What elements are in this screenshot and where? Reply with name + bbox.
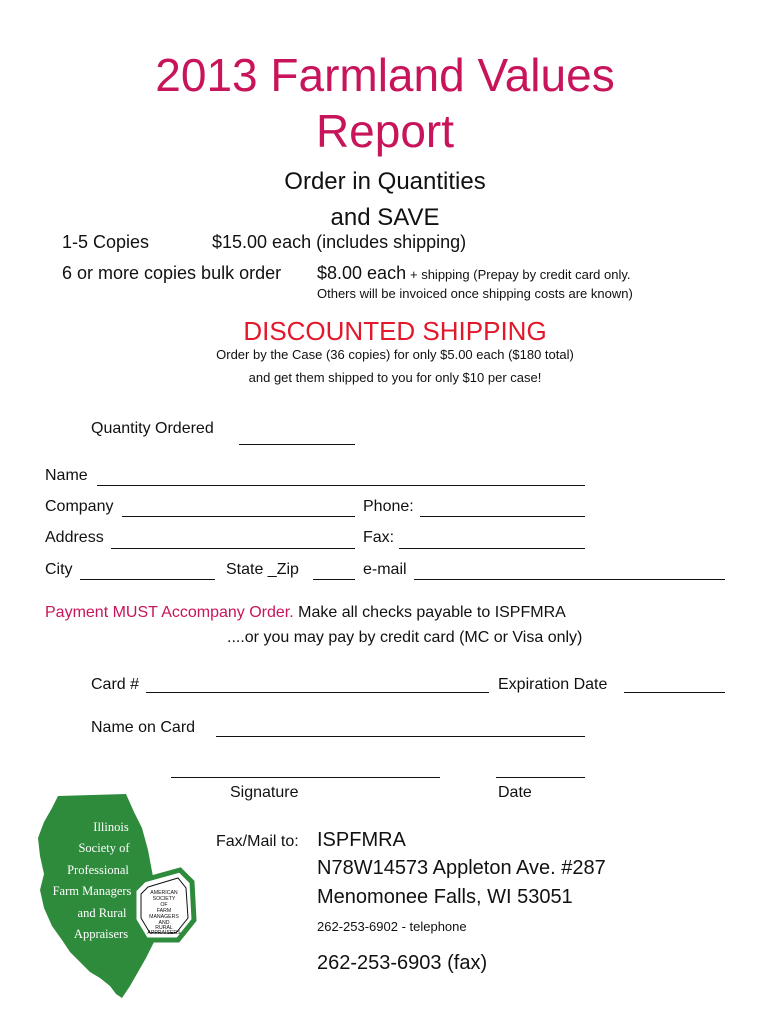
contact-street: N78W14573 Appleton Ave. #287	[317, 857, 606, 879]
logo-line-3: Professional	[67, 863, 129, 877]
contact-telephone: 262-253-6902 - telephone	[317, 919, 467, 934]
tier2-price: $8.00 each	[317, 263, 407, 283]
payment-line	[45, 605, 566, 621]
card-number-field[interactable]	[146, 692, 489, 693]
contact-city: Menomonee Falls, WI 53051	[317, 886, 573, 908]
card-label: Card #	[91, 676, 140, 693]
svg-text:AMERICAN: AMERICAN	[150, 890, 178, 896]
company-label: Company	[45, 498, 114, 515]
fax-field[interactable]	[399, 548, 585, 549]
tier1-label: 1-5 Copies	[62, 232, 150, 252]
contact-org: ISPFMRA	[317, 829, 406, 851]
svg-text:SOCIETY: SOCIETY	[152, 896, 176, 902]
payment-checks-text: Make all checks payable to ISPFMRA	[298, 604, 566, 621]
logo-line-4: Farm Managers	[52, 884, 132, 898]
payment-credit-text: ....or you may pay by credit card (MC or Visa only)	[227, 629, 583, 646]
ispfmra-logo	[30, 790, 210, 1005]
contact-fax: 262-253-6903 (fax)	[317, 952, 488, 974]
subtitle-line1: Order in Quantities	[284, 168, 486, 195]
tier2-note2: Others will be invoiced once shipping costs are known)	[317, 286, 633, 301]
svg-text:RURAL: RURAL	[155, 925, 173, 931]
state-zip-label: State _Zip	[226, 561, 299, 578]
svg-text:AND: AND	[158, 920, 170, 926]
name-on-card-label: Name on Card	[91, 719, 196, 736]
fax-label: Fax:	[363, 529, 395, 546]
company-field[interactable]	[122, 516, 355, 517]
expiration-field[interactable]	[624, 692, 725, 693]
email-field[interactable]	[414, 579, 725, 580]
name-on-card-field[interactable]	[216, 736, 585, 737]
logo-line-2: Society of	[78, 841, 130, 855]
phone-label: Phone:	[363, 498, 414, 515]
quantity-field[interactable]	[239, 444, 355, 445]
svg-text:APPRAISERS: APPRAISERS	[147, 930, 181, 936]
date-label: Date	[498, 784, 532, 801]
logo-line-1: Illinois	[93, 820, 129, 834]
american-society-seal-icon	[134, 870, 194, 940]
name-field[interactable]	[97, 485, 585, 486]
quantity-label: Quantity Ordered	[91, 420, 214, 437]
zip-field[interactable]	[313, 579, 355, 580]
email-label: e-mail	[363, 561, 407, 578]
signature-label: Signature	[230, 784, 299, 801]
discount-heading: DISCOUNTED SHIPPING	[243, 316, 547, 346]
signature-field[interactable]	[171, 777, 440, 778]
tier2-note: + shipping (Prepay by credit card only.	[410, 267, 631, 282]
logo-line-5: and Rural	[77, 906, 127, 920]
faxmail-label: Fax/Mail to:	[216, 833, 299, 850]
city-field[interactable]	[80, 579, 215, 580]
report-title-line1: 2013 Farmland Values	[155, 49, 615, 101]
tier1-price: $15.00 each (includes shipping)	[212, 232, 467, 252]
svg-text:OF: OF	[160, 902, 168, 908]
name-label: Name	[45, 467, 88, 484]
expiration-label: Expiration Date	[498, 676, 608, 693]
address-label: Address	[45, 529, 104, 546]
svg-text:FARM: FARM	[156, 908, 172, 914]
discount-line2: and get them shipped to you for only $10 per case!	[248, 370, 542, 385]
city-label: City	[45, 561, 73, 578]
report-title-line2: Report	[315, 105, 455, 157]
address-field[interactable]	[111, 548, 355, 549]
svg-text:MANAGERS: MANAGERS	[149, 914, 179, 920]
logo-line-6: Appraisers	[73, 927, 129, 941]
phone-field[interactable]	[420, 516, 585, 517]
discount-line1: Order by the Case (36 copies) for only $5.00 each ($180 total)	[216, 347, 574, 362]
subtitle-line2: and SAVE	[330, 204, 440, 231]
tier2-label: 6 or more copies bulk order	[62, 263, 282, 283]
date-field[interactable]	[496, 777, 585, 778]
payment-must-text: Payment MUST Accompany Order.	[45, 604, 294, 621]
